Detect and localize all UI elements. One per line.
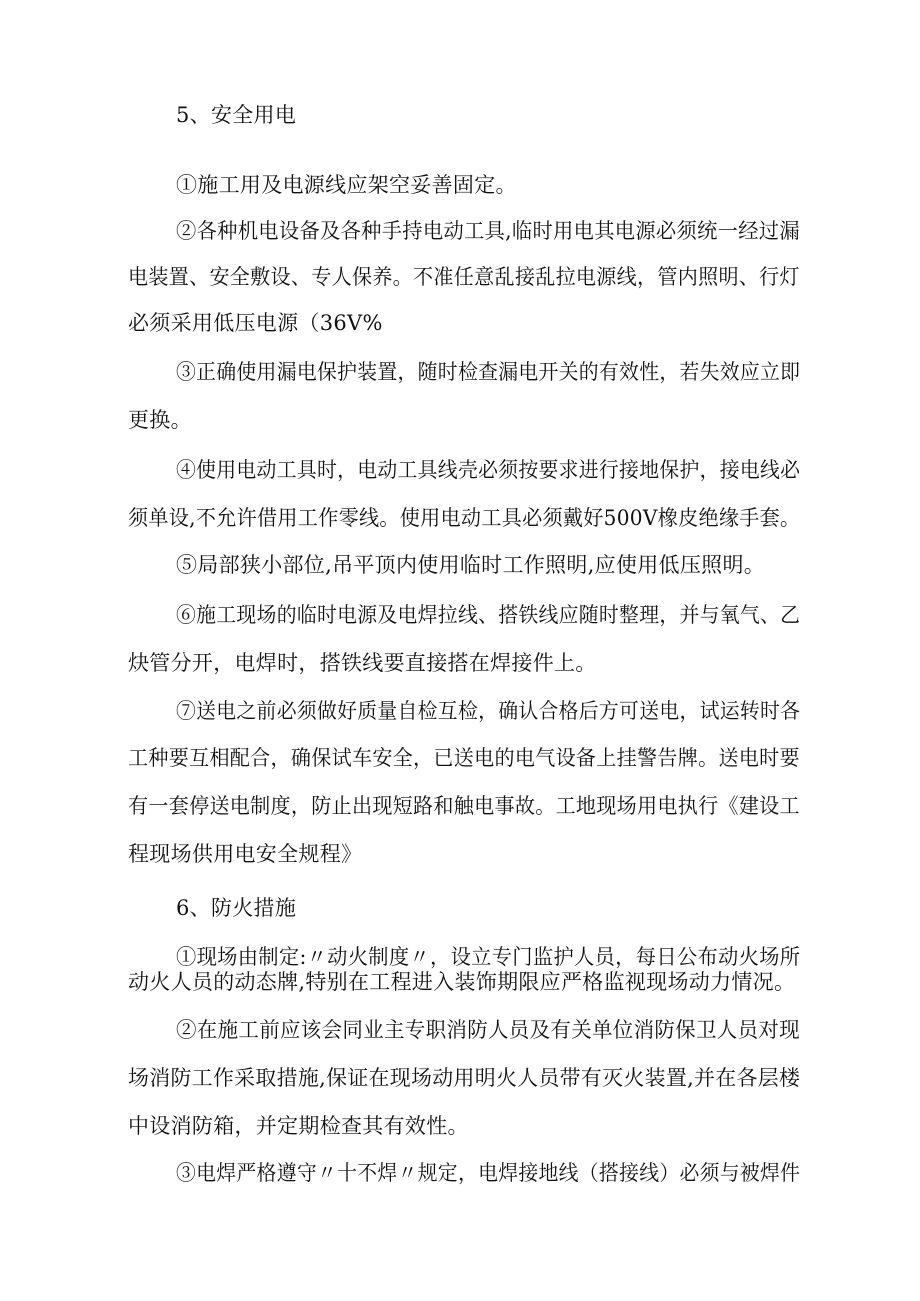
paragraph-line: ②在施工前应该会同业主专职消防人员及有关单位消防保卫人员对现 — [176, 1018, 800, 1042]
paragraph-line: 电装置、安全敷设、专人保养。不准任意乱接乱拉电源线，管内照明、行灯 — [128, 265, 800, 289]
paragraph-line: 须单设,不允许借用工作零线。使用电动工具必须戴好500V橡皮绝缘手套。 — [128, 506, 801, 530]
paragraph-line: ①现场由制定:〃动火制度〃，设立专门监护人员，每日公布动火场所 — [176, 945, 801, 969]
paragraph-line: 更换。 — [128, 408, 192, 432]
paragraph-line: ⑦送电之前必须做好质量自检互检，确认合格后方可送电，试运转时各 — [176, 699, 801, 723]
paragraph-line: ③正确使用漏电保护装置，随时检查漏电开关的有效性，若失效应立即 — [176, 360, 801, 384]
paragraph-line: 工种要互相配合，确保试车安全，已送电的电气设备上挂警告牌。送电时要 — [128, 746, 800, 770]
paragraph-line: 必须采用低压电源（36V% — [128, 311, 383, 335]
paragraph-line: 有一套停送电制度，防止出现短路和触电事故。工地现场用电执行《建设工 — [128, 794, 800, 818]
paragraph-line: ①施工用及电源线应架空妥善固定。 — [176, 173, 517, 197]
paragraph-line: ⑥施工现场的临时电源及电焊拉线、搭铁线应随时整理，并与氧气、乙 — [176, 603, 801, 627]
paragraph-line: ③电焊严格遵守〃十不焊〃规定，电焊接地线（搭接线）必须与被焊件 — [176, 1161, 801, 1185]
paragraph-line: 炔管分开，电焊时，搭铁线要直接搭在焊接件上。 — [128, 651, 597, 675]
paragraph-line: 中设消防箱，并定期检查其有效性。 — [128, 1114, 469, 1138]
paragraph-line: 程现场供用电安全规程》 — [128, 842, 363, 866]
paragraph-line: 场消防工作采取措施,保证在现场动用明火人员带有灭火装置,并在各层楼 — [128, 1066, 801, 1090]
paragraph-line: ②各种机电设备及各种手持电动工具,临时用电其电源必须统一经过漏 — [176, 219, 800, 243]
section-heading-fire-prevention: 6、防火措施 — [176, 896, 297, 920]
paragraph-line: 动火人员的动态牌,特别在工程进入装饰期限应严格监视现场动力情况。 — [128, 970, 796, 994]
paragraph-line: ⑤局部狭小部位,吊平顶内使用临时工作照明,应使用低压照明。 — [176, 553, 766, 577]
section-heading-safe-electricity: 5、安全用电 — [176, 103, 297, 127]
paragraph-line: ④使用电动工具时，电动工具线壳必须按要求进行接地保护，接电线必 — [176, 458, 801, 482]
